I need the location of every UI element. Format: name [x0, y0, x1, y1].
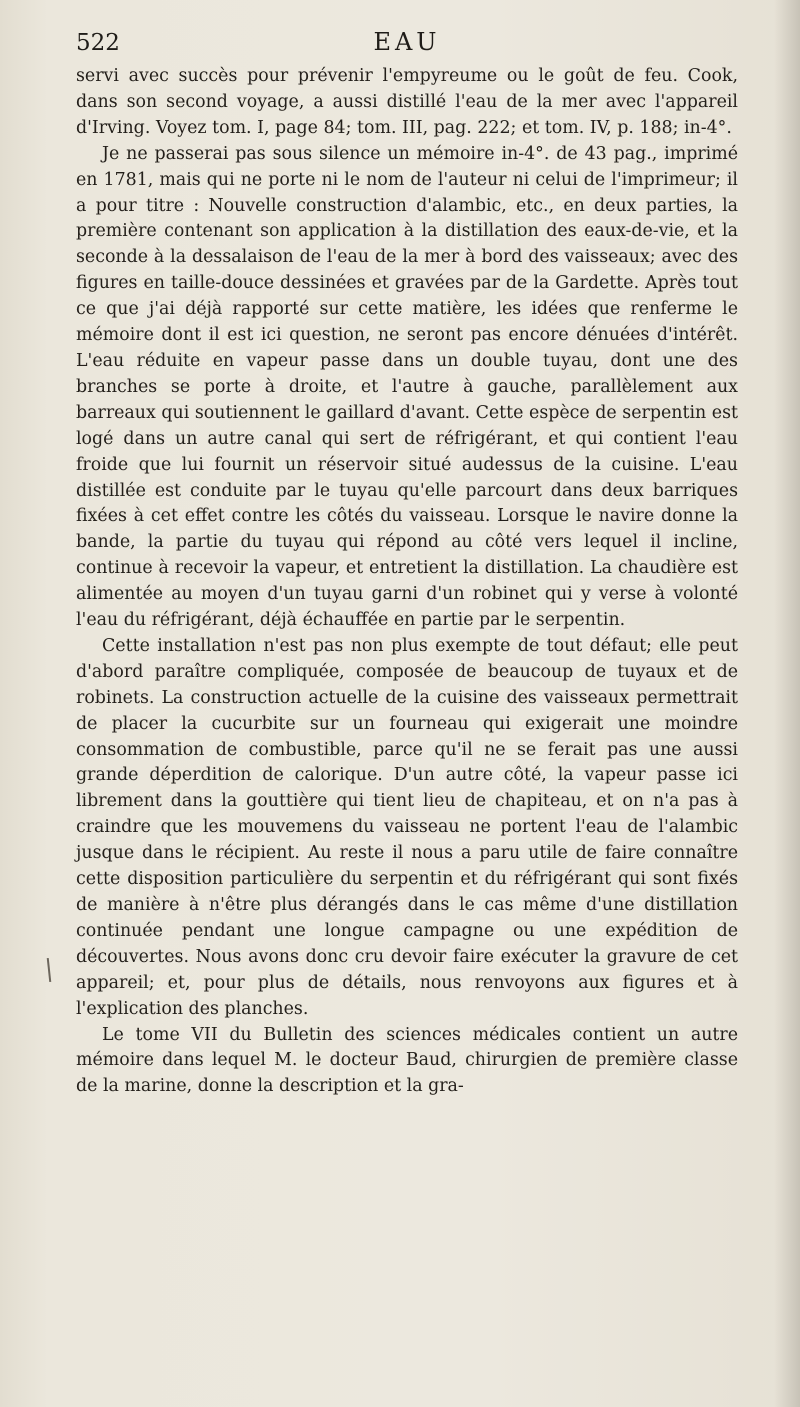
body-text: [76, 64, 738, 1100]
page-number: 522: [76, 30, 120, 56]
paragraph-1: servi avec succès pour prévenir l'empyreume ou le goût de feu. Cook, dans son second voyage, a aussi distillé l'eau de la mer avec l'appareil d'Irving. Voyez tom. I, page 84; tom. III, pag. 222; et tom. IV, p. 188; in-4°.: [76, 66, 738, 138]
paragraph-4: Le tome VII du Bulletin des sciences médicales contient un autre mémoire dans lequel M. le docteur Baud, chirurgien de première classe de la marine, donne la description et la gra-: [76, 1024, 738, 1097]
paragraph-2: Je ne passerai pas sous silence un mémoire in-4°. de 43 pag., imprimé en 1781, mais qui ne porte ni le nom de l'auteur ni celui de l'imprimeur; il a pour titre : Nouvelle construction d'alambic, etc., en deux parties, la première contenant son application à la distillation des eaux-de-vie, et la seconde à la dessalaison de l'eau de la mer à bord des vaisseaux; avec des figures en taille-douce dessinées et gravées par de la Gardette. Après tout ce que j'ai déjà rapporté sur cette matière, les idées que renferme le mémoire dont il est ici question, ne seront pas encore dénuées d'intérêt. L'eau réduite en vapeur passe dans un double tuyau, dont une des branches se porte à droite, et l'autre à gauche, parallèlement aux barreaux qui soutiennent le gaillard d'avant. Cette espèce de serpentin est logé dans un autre canal qui sert de réfrigérant, et qui contient l'eau froide que lui fournit un réservoir situé audessus de la cuisine. L'eau distillée est conduite par le tuyau qu'elle parcourt dans deux barriques fixées à cet effet contre les côtés du vaisseau. Lorsque le navire donne la bande, la partie du tuyau qui répond au côté vers lequel il incline, continue à recevoir la vapeur, et entretient la distillation. La chaudière est alimentée au moyen d'un tuyau garni d'un robinet qui y verse à volonté l'eau du réfrigérant, déjà échauffée en partie par le serpentin.: [76, 143, 738, 631]
paragraph-3: Cette installation n'est pas non plus exempte de tout défaut; elle peut d'abord paraître compliquée, composée de beaucoup de tuyaux et de robinets. La construction actuelle de la cuisine des vaisseaux permettrait de placer la cucurbite sur un fourneau qui exigerait une moindre consommation de combustible, parce qu'il ne se ferait pas une aussi grande déperdition de calorique. D'un autre côté, la vapeur passe ici librement dans la gouttière qui tient lieu de chapiteau, et on n'a pas à craindre que les mouvemens du vaisseau ne portent l'eau de l'alambic jusque dans le récipient. Au reste il nous a paru utile de faire connaître cette disposition particulière du serpentin et du réfrigérant qui sont fixés de manière à n'être plus dérangés dans le cas même d'une distillation continuée pendant une longue campagne ou une expédition de découvertes. Nous avons donc cru devoir faire exécuter la gravure de cet appareil; et, pour plus de détails, nous renvoyons aux figures et à l'explication des planches.: [76, 635, 738, 1019]
running-head: [76, 28, 738, 62]
running-head-title: EAU: [373, 28, 441, 56]
margin-mark: [47, 958, 51, 982]
spine-shadow: [774, 0, 800, 1407]
